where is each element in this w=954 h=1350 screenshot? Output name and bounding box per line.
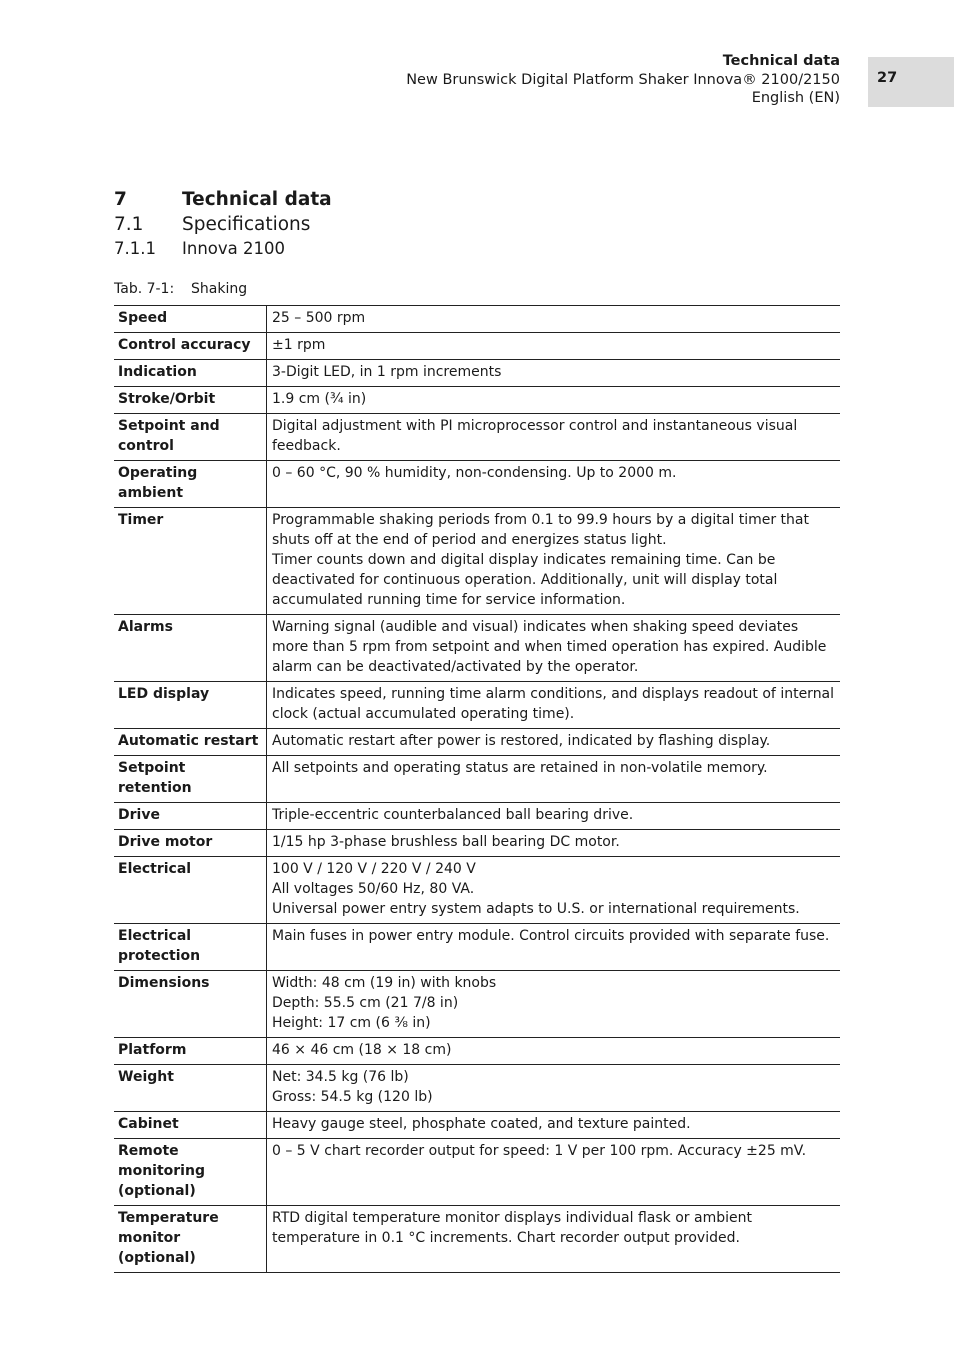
spec-label: Drive motor xyxy=(114,830,267,857)
page-number: 27 xyxy=(877,70,898,86)
spec-label: Stroke/Orbit xyxy=(114,387,267,414)
spec-value-line: Width: 48 cm (19 in) with knobs xyxy=(272,975,497,991)
table-row xyxy=(114,971,840,1038)
spec-label: Dimensions xyxy=(114,971,267,1038)
heading-level-3 xyxy=(114,239,332,263)
heading-1-number: 7 xyxy=(114,189,127,210)
spec-value-line: Programmable shaking periods from 0.1 to 99.9 hours by a digital timer that shuts off at the end of period and energizes status light. xyxy=(272,512,809,548)
spec-value-line: Indicates speed, running time alarm conditions, and displays readout of internal clock (actual accumulated operating time). xyxy=(272,686,835,722)
spec-value xyxy=(267,387,841,414)
spec-label: Electrical xyxy=(114,857,267,924)
table-row xyxy=(114,1112,840,1139)
spec-value-line: Net: 34.5 kg (76 lb) xyxy=(272,1069,409,1085)
table-caption-text: Shaking xyxy=(191,281,248,297)
spec-label: Speed xyxy=(114,306,267,333)
spec-value-line: 1.9 cm (¾ in) xyxy=(272,391,367,407)
spec-value xyxy=(267,1112,841,1139)
table-row xyxy=(114,461,840,508)
spec-label: Alarms xyxy=(114,615,267,682)
table-row xyxy=(114,803,840,830)
spec-label: Automatic restart xyxy=(114,729,267,756)
spec-label: LED display xyxy=(114,682,267,729)
spec-value-line: Main fuses in power entry module. Control circuits provided with separate fuse. xyxy=(272,928,830,944)
spec-value-line: RTD digital temperature monitor displays individual flask or ambient temperature in 0.1 °C increments. Chart recorder output provided. xyxy=(272,1210,752,1246)
heading-level-2 xyxy=(114,214,332,239)
spec-value xyxy=(267,971,841,1038)
spec-value xyxy=(267,1038,841,1065)
spec-value xyxy=(267,803,841,830)
spec-label: Cabinet xyxy=(114,1112,267,1139)
spec-value xyxy=(267,306,841,333)
spec-value xyxy=(267,1065,841,1112)
spec-value-line: Timer counts down and digital display indicates remaining time. Can be deactivated for continuous operation. Additionally, unit will display total accumulated running time for service information. xyxy=(272,552,778,608)
spec-value-line: All voltages 50/60 Hz, 80 VA. xyxy=(272,881,475,897)
spec-value-line: Warning signal (audible and visual) indicates when shaking speed deviates more than 5 rpm from setpoint and when timed operation has expired. Audible alarm can be deactivated/activated by the operator. xyxy=(272,619,827,675)
spec-value-line: 25 – 500 rpm xyxy=(272,310,366,326)
spec-label: Control accuracy xyxy=(114,333,267,360)
table-row xyxy=(114,729,840,756)
spec-value xyxy=(267,924,841,971)
table-row xyxy=(114,306,840,333)
page-header xyxy=(406,52,840,108)
spec-value xyxy=(267,333,841,360)
table-caption-label: Tab. 7-1: xyxy=(114,281,175,297)
table-row xyxy=(114,682,840,729)
spec-value-line: Universal power entry system adapts to U.S. or international requirements. xyxy=(272,901,800,917)
spec-label: Temperature monitor (optional) xyxy=(114,1206,267,1273)
spec-label: Drive xyxy=(114,803,267,830)
spec-value xyxy=(267,1139,841,1206)
spec-value-line: 3-Digit LED, in 1 rpm increments xyxy=(272,364,502,380)
spec-value-line: 0 – 60 °C, 90 % humidity, non-condensing. Up to 2000 m. xyxy=(272,465,677,481)
table-row xyxy=(114,1139,840,1206)
spec-label: Timer xyxy=(114,508,267,615)
spec-label: Weight xyxy=(114,1065,267,1112)
spec-value-line: ±1 rpm xyxy=(272,337,326,353)
table-row xyxy=(114,1038,840,1065)
spec-value xyxy=(267,508,841,615)
spec-value xyxy=(267,830,841,857)
spec-value-line: Gross: 54.5 kg (120 lb) xyxy=(272,1089,433,1105)
table-row xyxy=(114,1206,840,1273)
header-language: English (EN) xyxy=(751,90,840,106)
header-title: Technical data xyxy=(722,53,840,69)
spec-value xyxy=(267,615,841,682)
spec-value xyxy=(267,756,841,803)
spec-label: Remote monitoring (optional) xyxy=(114,1139,267,1206)
spec-label: Platform xyxy=(114,1038,267,1065)
spec-value xyxy=(267,461,841,508)
heading-3-text: Innova 2100 xyxy=(182,239,285,258)
table-row xyxy=(114,756,840,803)
spec-value-line: 100 V / 120 V / 220 V / 240 V xyxy=(272,861,476,877)
spec-value-line: 46 × 46 cm (18 × 18 cm) xyxy=(272,1042,452,1058)
spec-value xyxy=(267,682,841,729)
table-row xyxy=(114,615,840,682)
spec-value-line: Triple-eccentric counterbalanced ball bearing drive. xyxy=(272,807,634,823)
spec-value xyxy=(267,857,841,924)
heading-3-number: 7.1.1 xyxy=(114,239,156,258)
spec-value-line: Height: 17 cm (6 ⅜ in) xyxy=(272,1015,431,1031)
table-row xyxy=(114,857,840,924)
spec-value-line: Depth: 55.5 cm (21 7/8 in) xyxy=(272,995,459,1011)
heading-2-text: Specifications xyxy=(182,214,311,235)
spec-label: Operating ambient xyxy=(114,461,267,508)
spec-label: Setpoint and control xyxy=(114,414,267,461)
table-row xyxy=(114,360,840,387)
spec-value xyxy=(267,360,841,387)
table-row xyxy=(114,1065,840,1112)
table-row xyxy=(114,830,840,857)
spec-value-line: Heavy gauge steel, phosphate coated, and texture painted. xyxy=(272,1116,691,1132)
section-headings xyxy=(114,189,332,263)
specifications-table-body xyxy=(114,306,840,1273)
page-number-tab xyxy=(868,57,954,107)
spec-value xyxy=(267,729,841,756)
table-caption xyxy=(114,281,247,297)
table-row xyxy=(114,508,840,615)
spec-value-line: Automatic restart after power is restored, indicated by flashing display. xyxy=(272,733,771,749)
heading-2-number: 7.1 xyxy=(114,214,144,235)
table-row xyxy=(114,333,840,360)
table-row xyxy=(114,414,840,461)
spec-label: Indication xyxy=(114,360,267,387)
heading-level-1 xyxy=(114,189,332,214)
heading-1-text: Technical data xyxy=(182,189,332,210)
spec-value xyxy=(267,414,841,461)
spec-value xyxy=(267,1206,841,1273)
spec-value-line: All setpoints and operating status are retained in non-volatile memory. xyxy=(272,760,768,776)
table-row xyxy=(114,387,840,414)
spec-value-line: Digital adjustment with PI microprocessor control and instantaneous visual feedback. xyxy=(272,418,798,454)
specifications-table xyxy=(114,305,840,1273)
spec-label: Electrical protection xyxy=(114,924,267,971)
table-row xyxy=(114,924,840,971)
spec-label: Setpoint retention xyxy=(114,756,267,803)
spec-value-line: 0 – 5 V chart recorder output for speed: 1 V per 100 rpm. Accuracy ±25 mV. xyxy=(272,1143,807,1159)
header-subtitle: New Brunswick Digital Platform Shaker Innova® 2100/2150 xyxy=(406,71,840,88)
spec-value-line: 1/15 hp 3-phase brushless ball bearing DC motor. xyxy=(272,834,620,850)
